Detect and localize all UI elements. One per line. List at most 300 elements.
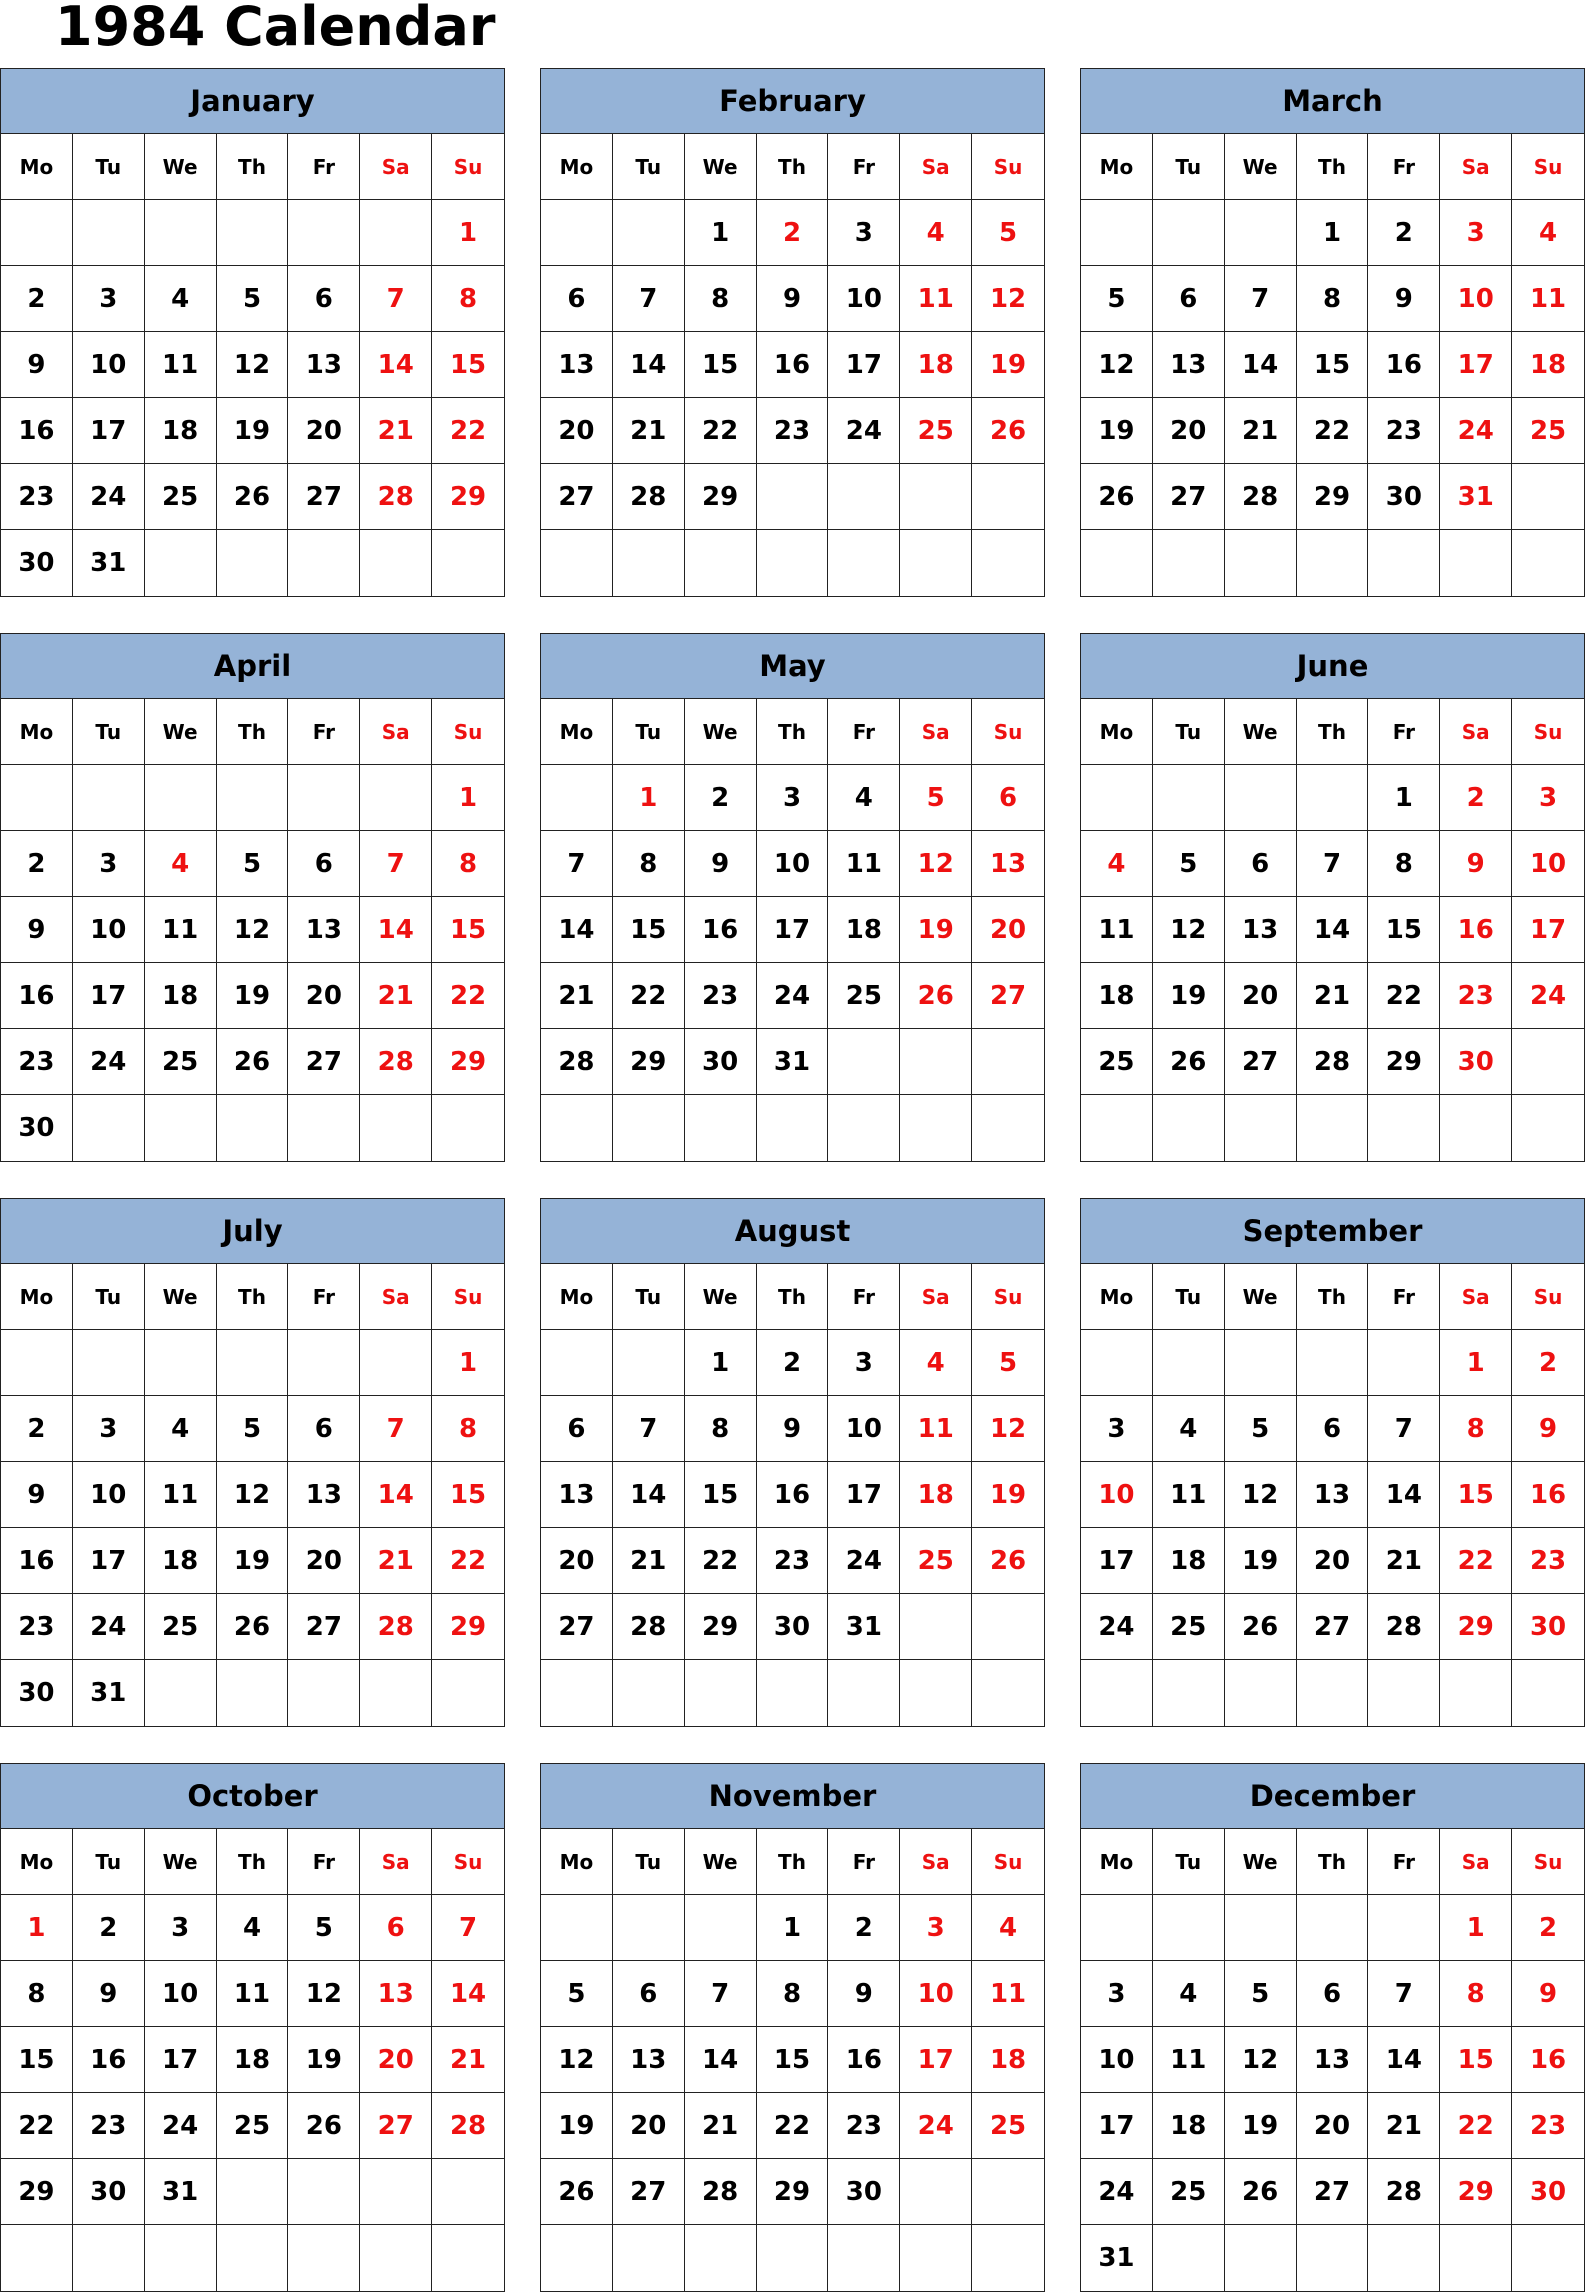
month-grid: [1, 1264, 504, 1726]
empty-cell: [73, 2225, 145, 2291]
day-cell: 1: [1, 1895, 73, 1961]
day-cell: 31: [757, 1029, 829, 1095]
day-cell: 24: [73, 1029, 145, 1095]
day-cell: 15: [1297, 332, 1369, 398]
day-cell: 3: [828, 1330, 900, 1396]
month-title: August: [541, 1199, 1044, 1264]
day-cell: 5: [972, 1330, 1044, 1396]
day-cell: 28: [685, 2159, 757, 2225]
day-cell: 21: [1297, 963, 1369, 1029]
day-cell: 24: [73, 1594, 145, 1660]
empty-cell: [972, 1594, 1044, 1660]
day-cell: 1: [1440, 1330, 1512, 1396]
empty-cell: [1368, 2225, 1440, 2291]
empty-cell: [1081, 530, 1153, 596]
weekday-header: Tu: [613, 1264, 685, 1330]
weekday-header: We: [1225, 699, 1297, 765]
day-cell: 24: [145, 2093, 217, 2159]
month-april: [0, 633, 505, 1162]
day-cell: 31: [1440, 464, 1512, 530]
day-cell: 13: [541, 332, 613, 398]
day-cell: 7: [360, 266, 432, 332]
weekday-header: Tu: [1153, 1829, 1225, 1895]
weekday-header: Fr: [288, 134, 360, 200]
day-cell: 26: [217, 1029, 289, 1095]
empty-cell: [360, 2159, 432, 2225]
empty-cell: [972, 2159, 1044, 2225]
day-cell: 28: [1225, 464, 1297, 530]
day-cell: 15: [432, 897, 504, 963]
month-title: April: [1, 634, 504, 699]
day-cell: 29: [1440, 1594, 1512, 1660]
day-cell: 28: [360, 464, 432, 530]
empty-cell: [1, 1330, 73, 1396]
weekday-header: We: [145, 699, 217, 765]
day-cell: 15: [1440, 1462, 1512, 1528]
day-cell: 6: [972, 765, 1044, 831]
day-cell: 20: [1297, 2093, 1369, 2159]
day-cell: 16: [1, 963, 73, 1029]
day-cell: 4: [1153, 1396, 1225, 1462]
month-grid: [1081, 134, 1584, 596]
empty-cell: [288, 1660, 360, 1726]
month-title: December: [1081, 1764, 1584, 1829]
empty-cell: [900, 464, 972, 530]
day-cell: 20: [541, 398, 613, 464]
day-cell: 27: [1225, 1029, 1297, 1095]
day-cell: 2: [828, 1895, 900, 1961]
day-cell: 21: [541, 963, 613, 1029]
weekday-header: Mo: [541, 699, 613, 765]
weekday-header: Sa: [360, 699, 432, 765]
weekday-header: Sa: [1440, 1829, 1512, 1895]
day-cell: 18: [217, 2027, 289, 2093]
day-cell: 16: [1368, 332, 1440, 398]
day-cell: 12: [972, 1396, 1044, 1462]
weekday-header: Su: [432, 1829, 504, 1895]
day-cell: 12: [1081, 332, 1153, 398]
empty-cell: [1225, 2225, 1297, 2291]
day-cell: 3: [73, 1396, 145, 1462]
day-cell: 24: [1081, 1594, 1153, 1660]
empty-cell: [1440, 530, 1512, 596]
empty-cell: [217, 2225, 289, 2291]
month-title: July: [1, 1199, 504, 1264]
empty-cell: [613, 1095, 685, 1161]
weekday-header: Fr: [1368, 134, 1440, 200]
day-cell: 10: [757, 831, 829, 897]
weekday-header: Mo: [1, 134, 73, 200]
day-cell: 24: [757, 963, 829, 1029]
empty-cell: [1153, 1895, 1225, 1961]
day-cell: 18: [1512, 332, 1584, 398]
day-cell: 25: [900, 1528, 972, 1594]
day-cell: 19: [1225, 2093, 1297, 2159]
day-cell: 26: [1225, 2159, 1297, 2225]
empty-cell: [1297, 530, 1369, 596]
empty-cell: [613, 2225, 685, 2291]
day-cell: 7: [613, 266, 685, 332]
day-cell: 14: [360, 1462, 432, 1528]
empty-cell: [541, 1660, 613, 1726]
weekday-header: Mo: [1, 699, 73, 765]
weekday-header: Th: [217, 134, 289, 200]
weekday-header: Sa: [360, 1829, 432, 1895]
day-cell: 11: [900, 1396, 972, 1462]
empty-cell: [145, 1330, 217, 1396]
empty-cell: [757, 2225, 829, 2291]
weekday-header: Su: [1512, 1264, 1584, 1330]
day-cell: 2: [1440, 765, 1512, 831]
page-title: 1984 Calendar: [55, 0, 496, 58]
empty-cell: [1368, 530, 1440, 596]
month-november: [540, 1763, 1045, 2292]
weekday-header: Sa: [1440, 1264, 1512, 1330]
day-cell: 24: [1512, 963, 1584, 1029]
day-cell: 25: [145, 1029, 217, 1095]
day-cell: 25: [972, 2093, 1044, 2159]
weekday-header: Mo: [1081, 134, 1153, 200]
day-cell: 29: [1, 2159, 73, 2225]
day-cell: 4: [900, 200, 972, 266]
day-cell: 8: [432, 266, 504, 332]
weekday-header: Fr: [828, 1829, 900, 1895]
day-cell: 7: [541, 831, 613, 897]
day-cell: 27: [288, 464, 360, 530]
day-cell: 25: [217, 2093, 289, 2159]
day-cell: 30: [685, 1029, 757, 1095]
day-cell: 26: [217, 1594, 289, 1660]
weekday-header: Th: [1297, 134, 1369, 200]
day-cell: 23: [1368, 398, 1440, 464]
empty-cell: [360, 2225, 432, 2291]
weekday-header: Sa: [900, 1264, 972, 1330]
weekday-header: We: [145, 1264, 217, 1330]
empty-cell: [828, 2225, 900, 2291]
empty-cell: [828, 1660, 900, 1726]
day-cell: 2: [757, 200, 829, 266]
empty-cell: [1297, 2225, 1369, 2291]
weekday-header: Sa: [1440, 699, 1512, 765]
day-cell: 6: [541, 1396, 613, 1462]
empty-cell: [900, 1594, 972, 1660]
empty-cell: [613, 1660, 685, 1726]
day-cell: 8: [685, 1396, 757, 1462]
month-may: [540, 633, 1045, 1162]
day-cell: 7: [1368, 1961, 1440, 2027]
day-cell: 18: [145, 963, 217, 1029]
weekday-header: Fr: [1368, 1829, 1440, 1895]
empty-cell: [1, 2225, 73, 2291]
day-cell: 2: [685, 765, 757, 831]
day-cell: 11: [145, 897, 217, 963]
empty-cell: [1368, 1330, 1440, 1396]
day-cell: 20: [288, 963, 360, 1029]
empty-cell: [1081, 200, 1153, 266]
day-cell: 30: [73, 2159, 145, 2225]
empty-cell: [685, 2225, 757, 2291]
empty-cell: [900, 1029, 972, 1095]
weekday-header: Th: [757, 699, 829, 765]
day-cell: 12: [288, 1961, 360, 2027]
day-cell: 11: [1153, 2027, 1225, 2093]
empty-cell: [900, 2159, 972, 2225]
day-cell: 28: [613, 1594, 685, 1660]
day-cell: 13: [360, 1961, 432, 2027]
day-cell: 21: [360, 1528, 432, 1594]
day-cell: 11: [900, 266, 972, 332]
day-cell: 18: [145, 398, 217, 464]
day-cell: 22: [685, 1528, 757, 1594]
day-cell: 20: [1153, 398, 1225, 464]
day-cell: 16: [757, 1462, 829, 1528]
day-cell: 31: [828, 1594, 900, 1660]
day-cell: 3: [73, 831, 145, 897]
day-cell: 31: [1081, 2225, 1153, 2291]
day-cell: 3: [1081, 1961, 1153, 2027]
day-cell: 30: [828, 2159, 900, 2225]
day-cell: 30: [757, 1594, 829, 1660]
day-cell: 19: [972, 1462, 1044, 1528]
empty-cell: [73, 1095, 145, 1161]
day-cell: 23: [757, 398, 829, 464]
empty-cell: [1440, 1095, 1512, 1161]
day-cell: 6: [1225, 831, 1297, 897]
empty-cell: [217, 200, 289, 266]
day-cell: 17: [73, 963, 145, 1029]
day-cell: 4: [828, 765, 900, 831]
empty-cell: [972, 1660, 1044, 1726]
day-cell: 13: [288, 1462, 360, 1528]
day-cell: 3: [1440, 200, 1512, 266]
day-cell: 10: [1081, 2027, 1153, 2093]
day-cell: 28: [360, 1594, 432, 1660]
day-cell: 16: [73, 2027, 145, 2093]
month-grid: [541, 134, 1044, 596]
day-cell: 12: [1225, 2027, 1297, 2093]
weekday-header: Su: [432, 1264, 504, 1330]
day-cell: 1: [1297, 200, 1369, 266]
empty-cell: [288, 2225, 360, 2291]
weekday-header: Tu: [613, 1829, 685, 1895]
day-cell: 16: [757, 332, 829, 398]
day-cell: 13: [1297, 1462, 1369, 1528]
empty-cell: [1153, 765, 1225, 831]
day-cell: 20: [541, 1528, 613, 1594]
empty-cell: [360, 1095, 432, 1161]
day-cell: 19: [217, 963, 289, 1029]
day-cell: 21: [1368, 1528, 1440, 1594]
empty-cell: [1153, 2225, 1225, 2291]
empty-cell: [828, 530, 900, 596]
day-cell: 22: [1297, 398, 1369, 464]
day-cell: 31: [73, 1660, 145, 1726]
day-cell: 13: [1297, 2027, 1369, 2093]
day-cell: 24: [1440, 398, 1512, 464]
empty-cell: [217, 2159, 289, 2225]
day-cell: 5: [217, 831, 289, 897]
day-cell: 20: [613, 2093, 685, 2159]
day-cell: 18: [1153, 2093, 1225, 2159]
empty-cell: [217, 765, 289, 831]
day-cell: 12: [217, 897, 289, 963]
day-cell: 7: [432, 1895, 504, 1961]
empty-cell: [828, 1029, 900, 1095]
day-cell: 18: [145, 1528, 217, 1594]
weekday-header: Su: [972, 699, 1044, 765]
day-cell: 5: [1153, 831, 1225, 897]
day-cell: 17: [757, 897, 829, 963]
day-cell: 26: [217, 464, 289, 530]
empty-cell: [972, 1029, 1044, 1095]
month-title: May: [541, 634, 1044, 699]
day-cell: 10: [73, 897, 145, 963]
day-cell: 11: [972, 1961, 1044, 2027]
month-february: [540, 68, 1045, 597]
month-january: [0, 68, 505, 597]
day-cell: 6: [288, 1396, 360, 1462]
empty-cell: [685, 530, 757, 596]
empty-cell: [1297, 765, 1369, 831]
day-cell: 22: [1368, 963, 1440, 1029]
day-cell: 6: [613, 1961, 685, 2027]
day-cell: 18: [1153, 1528, 1225, 1594]
day-cell: 19: [900, 897, 972, 963]
day-cell: 25: [900, 398, 972, 464]
day-cell: 5: [1225, 1961, 1297, 2027]
empty-cell: [613, 1330, 685, 1396]
empty-cell: [1225, 1330, 1297, 1396]
empty-cell: [613, 1895, 685, 1961]
month-title: June: [1081, 634, 1584, 699]
day-cell: 2: [1368, 200, 1440, 266]
month-september: [1080, 1198, 1585, 1727]
weekday-header: Fr: [828, 134, 900, 200]
day-cell: 11: [1512, 266, 1584, 332]
empty-cell: [145, 1660, 217, 1726]
day-cell: 29: [1297, 464, 1369, 530]
day-cell: 17: [1512, 897, 1584, 963]
month-june: [1080, 633, 1585, 1162]
day-cell: 5: [1225, 1396, 1297, 1462]
day-cell: 13: [541, 1462, 613, 1528]
empty-cell: [541, 200, 613, 266]
empty-cell: [541, 1095, 613, 1161]
day-cell: 23: [685, 963, 757, 1029]
day-cell: 13: [972, 831, 1044, 897]
day-cell: 10: [73, 332, 145, 398]
month-title: September: [1081, 1199, 1584, 1264]
empty-cell: [1081, 1330, 1153, 1396]
day-cell: 28: [541, 1029, 613, 1095]
day-cell: 11: [217, 1961, 289, 2027]
day-cell: 10: [1512, 831, 1584, 897]
day-cell: 1: [1368, 765, 1440, 831]
day-cell: 9: [73, 1961, 145, 2027]
empty-cell: [360, 1660, 432, 1726]
day-cell: 20: [288, 1528, 360, 1594]
empty-cell: [685, 1660, 757, 1726]
day-cell: 25: [145, 464, 217, 530]
day-cell: 8: [432, 831, 504, 897]
day-cell: 12: [1225, 1462, 1297, 1528]
day-cell: 11: [145, 332, 217, 398]
day-cell: 11: [1081, 897, 1153, 963]
empty-cell: [541, 1330, 613, 1396]
empty-cell: [900, 1095, 972, 1161]
day-cell: 26: [1153, 1029, 1225, 1095]
day-cell: 25: [1081, 1029, 1153, 1095]
day-cell: 28: [432, 2093, 504, 2159]
empty-cell: [541, 1895, 613, 1961]
day-cell: 15: [613, 897, 685, 963]
day-cell: 11: [145, 1462, 217, 1528]
day-cell: 9: [1, 1462, 73, 1528]
empty-cell: [685, 1895, 757, 1961]
month-december: [1080, 1763, 1585, 2292]
day-cell: 16: [1440, 897, 1512, 963]
weekday-header: Fr: [288, 1264, 360, 1330]
day-cell: 4: [972, 1895, 1044, 1961]
month-grid: [541, 699, 1044, 1161]
empty-cell: [1153, 530, 1225, 596]
day-cell: 27: [1153, 464, 1225, 530]
day-cell: 12: [217, 332, 289, 398]
weekday-header: We: [1225, 1829, 1297, 1895]
empty-cell: [757, 1660, 829, 1726]
day-cell: 26: [1225, 1594, 1297, 1660]
day-cell: 30: [1512, 2159, 1584, 2225]
day-cell: 1: [613, 765, 685, 831]
empty-cell: [145, 765, 217, 831]
empty-cell: [1368, 1095, 1440, 1161]
day-cell: 24: [73, 464, 145, 530]
empty-cell: [1512, 1095, 1584, 1161]
weekday-header: Th: [757, 1264, 829, 1330]
day-cell: 25: [828, 963, 900, 1029]
day-cell: 8: [613, 831, 685, 897]
weekday-header: Tu: [1153, 699, 1225, 765]
day-cell: 14: [613, 1462, 685, 1528]
day-cell: 29: [1440, 2159, 1512, 2225]
day-cell: 25: [1153, 1594, 1225, 1660]
weekday-header: Th: [217, 1829, 289, 1895]
weekday-header: Sa: [360, 134, 432, 200]
day-cell: 17: [145, 2027, 217, 2093]
day-cell: 11: [1153, 1462, 1225, 1528]
day-cell: 5: [217, 266, 289, 332]
day-cell: 27: [1297, 1594, 1369, 1660]
weekday-header: Tu: [73, 134, 145, 200]
day-cell: 8: [1368, 831, 1440, 897]
day-cell: 4: [1081, 831, 1153, 897]
empty-cell: [757, 464, 829, 530]
day-cell: 16: [1512, 1462, 1584, 1528]
day-cell: 14: [1297, 897, 1369, 963]
day-cell: 27: [613, 2159, 685, 2225]
day-cell: 12: [900, 831, 972, 897]
day-cell: 22: [432, 963, 504, 1029]
day-cell: 23: [757, 1528, 829, 1594]
month-grid: [1, 134, 504, 596]
day-cell: 19: [217, 398, 289, 464]
day-cell: 25: [1512, 398, 1584, 464]
weekday-header: Su: [972, 134, 1044, 200]
day-cell: 12: [972, 266, 1044, 332]
weekday-header: Tu: [613, 699, 685, 765]
day-cell: 7: [1297, 831, 1369, 897]
weekday-header: Tu: [73, 1264, 145, 1330]
